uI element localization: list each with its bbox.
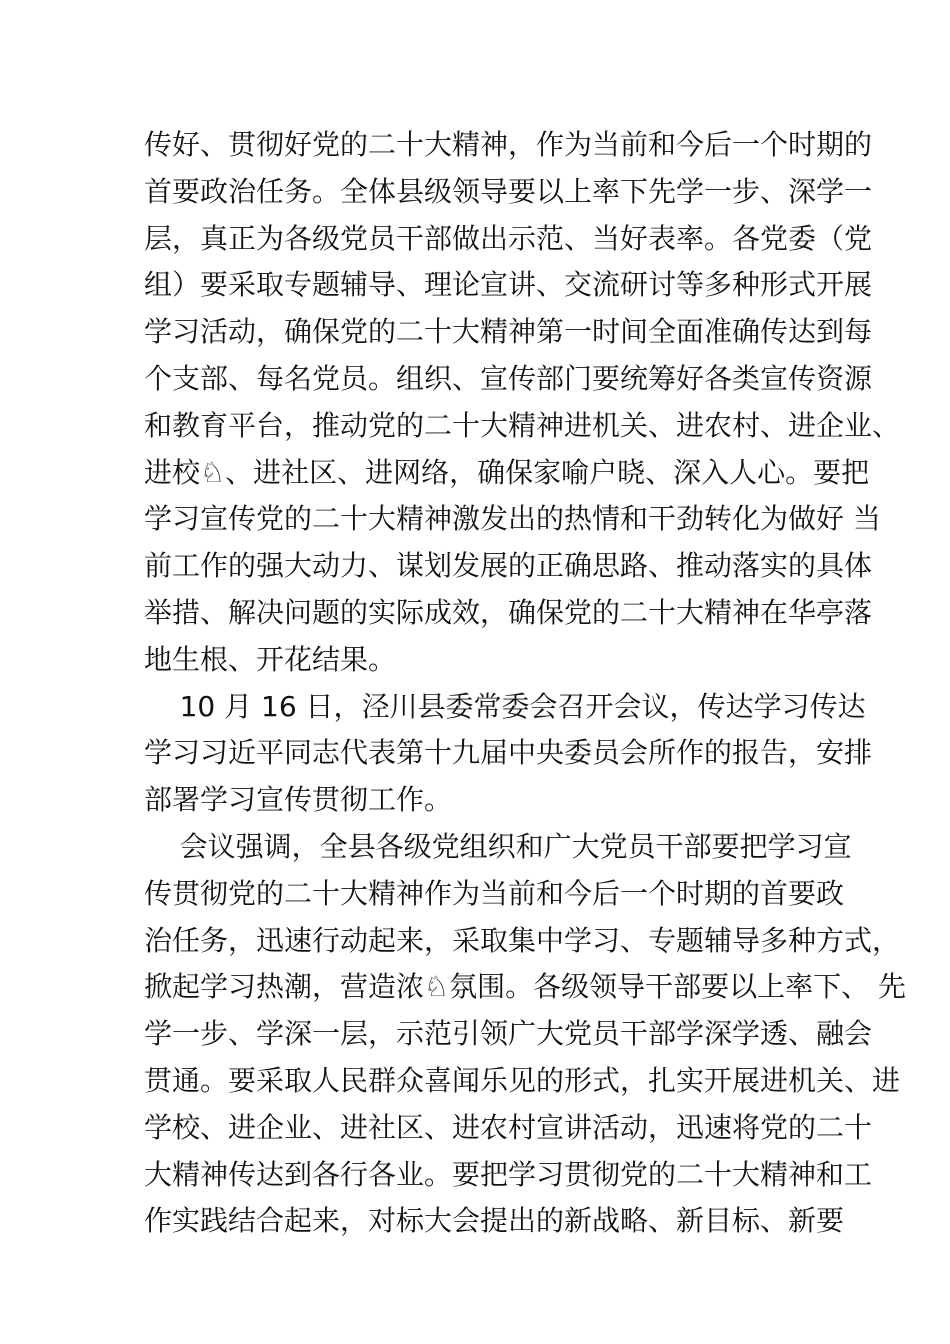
text-line: 会议强调，全县各级党组织和广大党员干部要把学习宣 <box>144 829 852 863</box>
text-line: 传好、贯彻好党的二十大精神，作为当前和今后一个时期的 <box>144 128 873 161</box>
body-text <box>144 122 907 1245</box>
text-line: 个支部、每名党员。组织、宣传部门要统筹好各类宣传资源 <box>144 361 873 395</box>
text-line: 首要政治任务。全体县级领导要以上率下先学一步、深学一 <box>144 174 873 208</box>
text-line: 治任务，迅速行动起来，采取集中学习、专题辅导多种方式， <box>144 923 901 957</box>
text-line: 大精神传达到各行各业。要把学习贯彻党的二十大精神和工 <box>144 1157 873 1191</box>
text-line: 地生根、开花结果。 <box>144 642 397 676</box>
text-line: 10 月 16 日，泾川县委常委会召开会议，传达学习传达 <box>144 689 866 723</box>
text-line: 部署学习宣传贯彻工作。 <box>144 783 453 817</box>
text-line: 前工作的强大动力、谋划发展的正确思路、推动落实的具体 <box>144 549 873 583</box>
text-line: 层，真正为各级党员干部做出示范、当好表率。各党委（党 <box>144 221 873 255</box>
text-line: 学一步、学深一层，示范引领广大党员干部学深学透、融会 <box>144 1017 873 1051</box>
text-line: 作实践结合起来，对标大会提出的新战略、新目标、新要 <box>144 1204 845 1238</box>
text-line: 举措、解决问题的实际成效，确保党的二十大精神在华亭落 <box>144 595 873 629</box>
text-line: 组）要采取专题辅导、理论宣讲、交流研讨等多种形式开展 <box>144 268 873 302</box>
text-line: 贯通。要采取人民群众喜闻乐见的形式，扎实开展进机关、进 <box>144 1063 901 1097</box>
text-line: 学习习近平同志代表第十九届中央委员会所作的报告，安排 <box>144 736 873 770</box>
text-line: 进校♘、进社区、进网络，确保家喻户晓、深入人心。要把 <box>144 455 870 489</box>
text-line: 掀起学习热潮，营造浓♘氛围。各级领导干部要以上率下、 先 <box>144 970 907 1004</box>
text-line: 传贯彻党的二十大精神作为当前和今后一个时期的首要政 <box>144 876 845 910</box>
text-line: 学校、进企业、进社区、进农村宣讲活动，迅速将党的二十 <box>144 1110 873 1144</box>
text-line: 和教育平台，推动党的二十大精神进机关、进农村、进企业、 <box>144 408 901 442</box>
text-line: 学习宣传党的二十大精神激发出的热情和干劲转化为做好 当 <box>144 502 881 536</box>
text-line: 学习活动，确保党的二十大精神第一时间全面准确传达到每 <box>144 315 873 349</box>
